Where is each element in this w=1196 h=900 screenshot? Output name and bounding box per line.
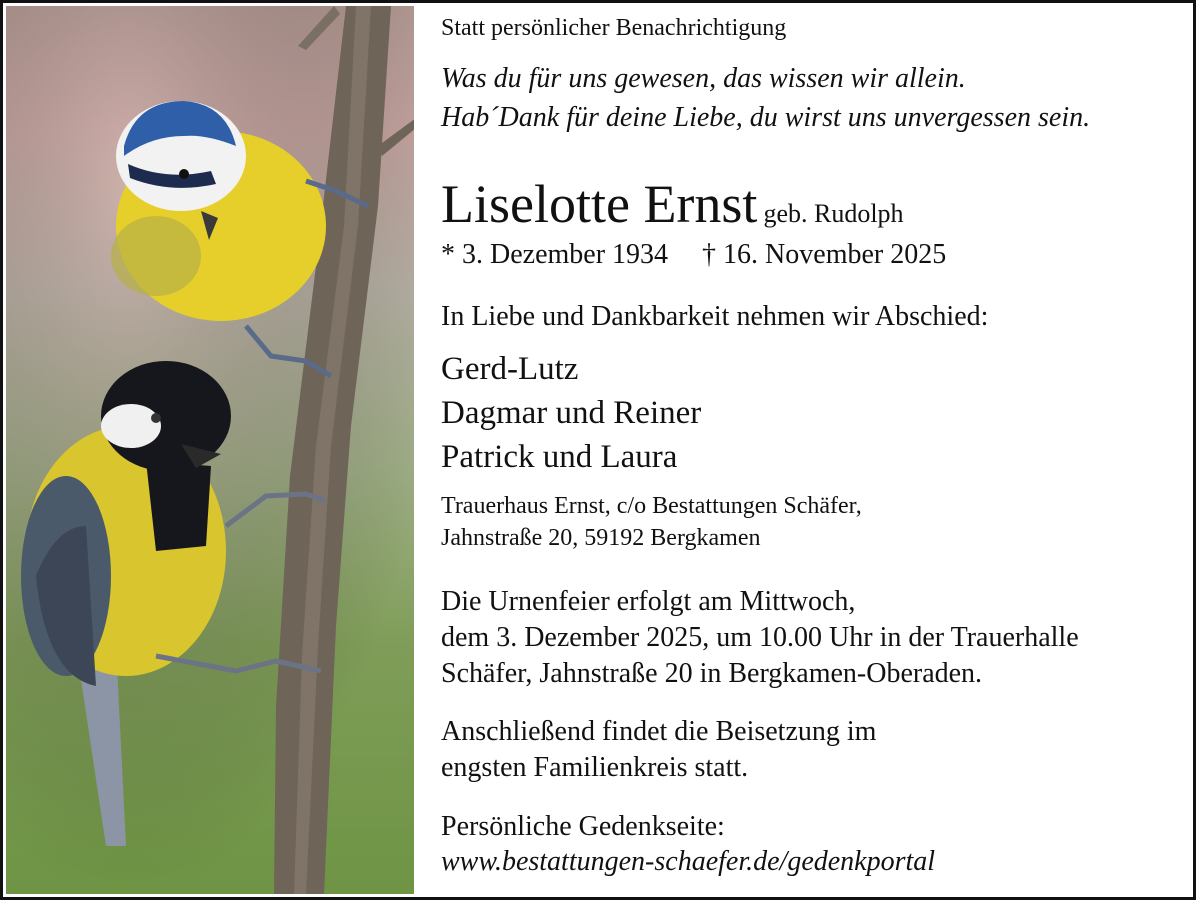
mourner-1: Gerd-Lutz	[441, 351, 579, 387]
birds-photo	[6, 6, 414, 894]
mourner-2: Dagmar und Reiner	[441, 395, 702, 431]
deceased-name: Liselotte Ernst	[441, 174, 758, 234]
address-line-1: Trauerhaus Ernst, c/o Bestattungen Schäfer,	[441, 493, 862, 519]
deceased-name-row	[441, 173, 904, 235]
birds-illustration	[6, 6, 414, 894]
verse-line-2: Hab´Dank für deine Liebe, du wirst uns unvergessen sein.	[441, 102, 1091, 133]
memorial-url[interactable]: www.bestattungen-schaefer.de/gedenkportal	[441, 846, 936, 877]
burial-line-1: Anschließend findet die Beisetzung im	[441, 716, 877, 747]
ceremony-line-2: dem 3. Dezember 2025, um 10.00 Uhr in der Trauerhalle	[441, 622, 1079, 653]
death-date: † 16. November 2025	[702, 239, 947, 270]
memorial-label: Persönliche Gedenkseite:	[441, 811, 725, 842]
notice-header: Statt persönlicher Benachrichtigung	[441, 15, 787, 41]
ceremony-line-3: Schäfer, Jahnstraße 20 in Bergkamen-Oberaden.	[441, 658, 983, 689]
birth-date: * 3. Dezember 1934	[441, 239, 669, 270]
mourner-3: Patrick und Laura	[441, 439, 678, 475]
ceremony-line-1: Die Urnenfeier erfolgt am Mittwoch,	[441, 586, 856, 617]
address-line-2: Jahnstraße 20, 59192 Bergkamen	[441, 525, 761, 551]
farewell-intro: In Liebe und Dankbarkeit nehmen wir Abschied:	[441, 301, 989, 332]
birth-name: geb. Rudolph	[763, 199, 904, 228]
life-dates	[441, 239, 946, 271]
verse-line-1: Was du für uns gewesen, das wissen wir allein.	[441, 63, 966, 94]
burial-line-2: engsten Familienkreis statt.	[441, 752, 749, 783]
